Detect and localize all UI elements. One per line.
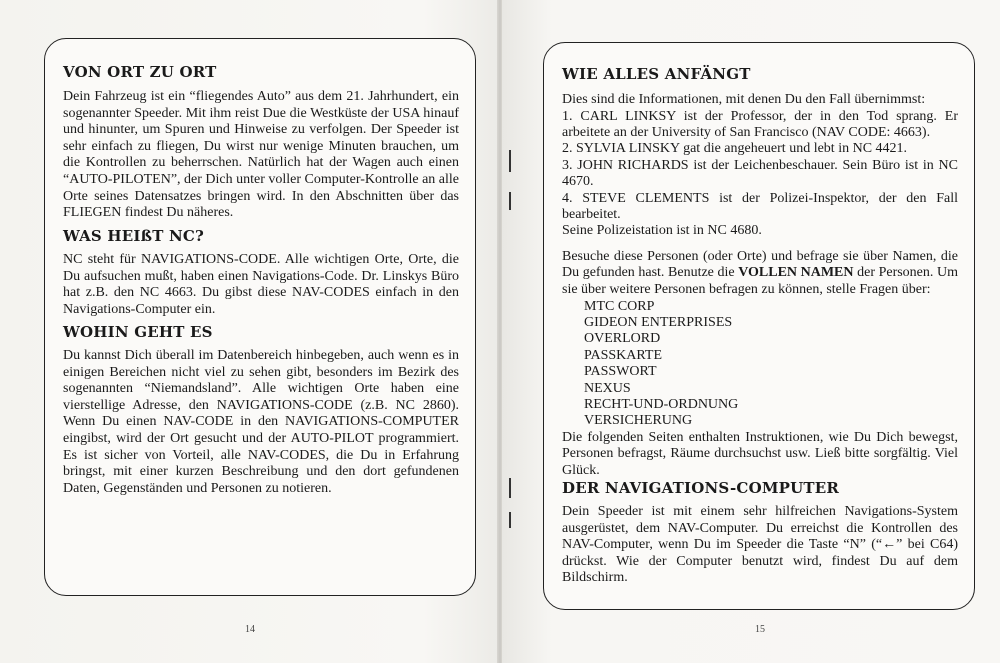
section-heading: WIE ALLES ANFÄNGT — [562, 65, 751, 83]
list-item: OVERLORD — [584, 331, 661, 347]
section-wohin-geht-es — [63, 323, 459, 497]
binding-mark — [509, 150, 511, 172]
section-heading: DER NAVIGATIONS-COMPUTER — [562, 479, 840, 497]
list-item: MTC CORP — [584, 298, 655, 314]
visit-text: Besuche diese Personen (oder Orte) und befrage sie über Namen, die Du gefunden hast. Benutze die — [562, 248, 958, 281]
section-body: Dein Speeder ist mit einem sehr hilfreichen Navigations-System ausgerüstet, dem NAV-Computer. Du erreichst die Kontrollen des NAV-Computer, wenn Du im Speeder die Taste “N” (“←” bei C64) drückst. Wie der Computer benutzt wird, findest Du auf dem Bildschirm. — [562, 504, 958, 586]
section-heading: VON ORT ZU ORT — [63, 63, 217, 81]
left-content-frame — [44, 38, 476, 596]
section-body: NC steht für NAVIGATIONS-CODE. Alle wichtigen Orte, Orte, die Du aufsuchen mußt, haben einen Navigations-Code. Dr. Linskys Büro hat z.B. den NC 4663. Du gibst diese NAV-CODES einfach in den Navigations-Computer ein. — [63, 252, 459, 317]
list-item: PASSWORT — [584, 364, 657, 380]
section-body: Du kannst Dich überall im Datenbereich hinbegeben, auch wenn es in einigen Bereichen nicht viel zu sehen gibt, besonders im Bezirk des sogenannten “Niemandsland”. Alle wichtigen Orte haben eine vierstellige Adresse, den NAVIGATIONS-CODE (z.B. NC 2860). Wenn Du einen NAV-CODE in den NAVIGATIONS-COMPUTER eingibst, wird der Ort gesucht und der AUTO-PILOT programmiert. Es ist sicher von Vorteil, alle NAV-CODES, die Du in Erfahrung bringst, mit einer kurzen Beschreibung und den dort gefundenen Daten, Gegenständen und Personen zu notieren. — [63, 348, 459, 496]
left-page — [0, 0, 498, 663]
section-navigations-computer — [562, 479, 958, 587]
list-item: NEXUS — [584, 380, 631, 396]
closing-text: Die folgenden Seiten enthalten Instruktionen, wie Du Dich bewegst, Personen befragst, Räume durchsuchst usw. Ließ bitte sorgfältig. Viel Glück. — [562, 429, 958, 479]
intro-text: Dies sind die Informationen, mit denen Du den Fall übernimmst: — [562, 92, 926, 107]
section-heading: WOHIN GEHT ES — [63, 323, 213, 341]
visit-emphasis: VOLLEN NAMEN — [738, 265, 854, 281]
binding-mark — [509, 512, 511, 528]
list-item: RECHT-UND-ORDNUNG — [584, 397, 739, 413]
page-number: 15 — [755, 624, 765, 635]
binding-mark — [509, 478, 511, 498]
section-was-heisst-nc — [63, 227, 459, 318]
section-heading: WAS HEIßT NC? — [63, 227, 205, 245]
visit-instructions — [562, 249, 958, 299]
binding-mark — [509, 192, 511, 210]
section-von-ort-zu-ort — [63, 63, 459, 222]
page-number: 14 — [245, 624, 255, 635]
list-item: PASSKARTE — [584, 347, 663, 363]
list-item: 4. STEVE CLEMENTS ist der Polizei-Inspektor, der den Fall bearbeitet. — [562, 190, 958, 223]
list-item: 3. JOHN RICHARDS ist der Leichenbeschauer. Sein Büro ist in NC 4670. — [562, 157, 958, 190]
people-list — [562, 109, 958, 240]
section-body: Dein Fahrzeug ist ein “fliegendes Auto” aus dem 21. Jahrhundert, ein sogenannter Speeder. Mit ihm reist Due die Westküste der USA hinauf und hinunter, um Spuren und Hinweise zu verfolgen. Der Speeder ist sehr einfach zu fliegen, Du wirst nur wenige Minuten brauchen, um die Kontrollen zu beherrschen. Natürlich hat der Wagen auch einen “AUTO-PILOTEN”, der Dich unter voller Computer-Kontrolle an alle Orte seines Datensatzes bringen wird. In den Abschnitten über das FLIEGEN findest Du näheres. — [63, 89, 460, 221]
topics-list — [562, 299, 958, 430]
list-item: 2. SYLVIA LINSKY gat die angeheuert und lebt in NC 4421. — [562, 141, 908, 157]
visit-text: der Personen. Um sie über weitere Personen befragen zu können, stelle Fragen über: — [562, 265, 958, 298]
right-content-frame — [543, 42, 975, 610]
section-wie-alles-anfaengt — [562, 65, 958, 480]
list-item: VERSICHERUNG — [584, 413, 693, 429]
list-item: Seine Polizeistation ist in NC 4680. — [562, 223, 762, 239]
list-item: 1. CARL LINKSY ist der Professor, der in den Tod sprang. Er arbeitete an der University of San Francisco (NAV CODE: 4663). — [562, 108, 958, 140]
list-item: GIDEON ENTERPRISES — [584, 315, 733, 331]
